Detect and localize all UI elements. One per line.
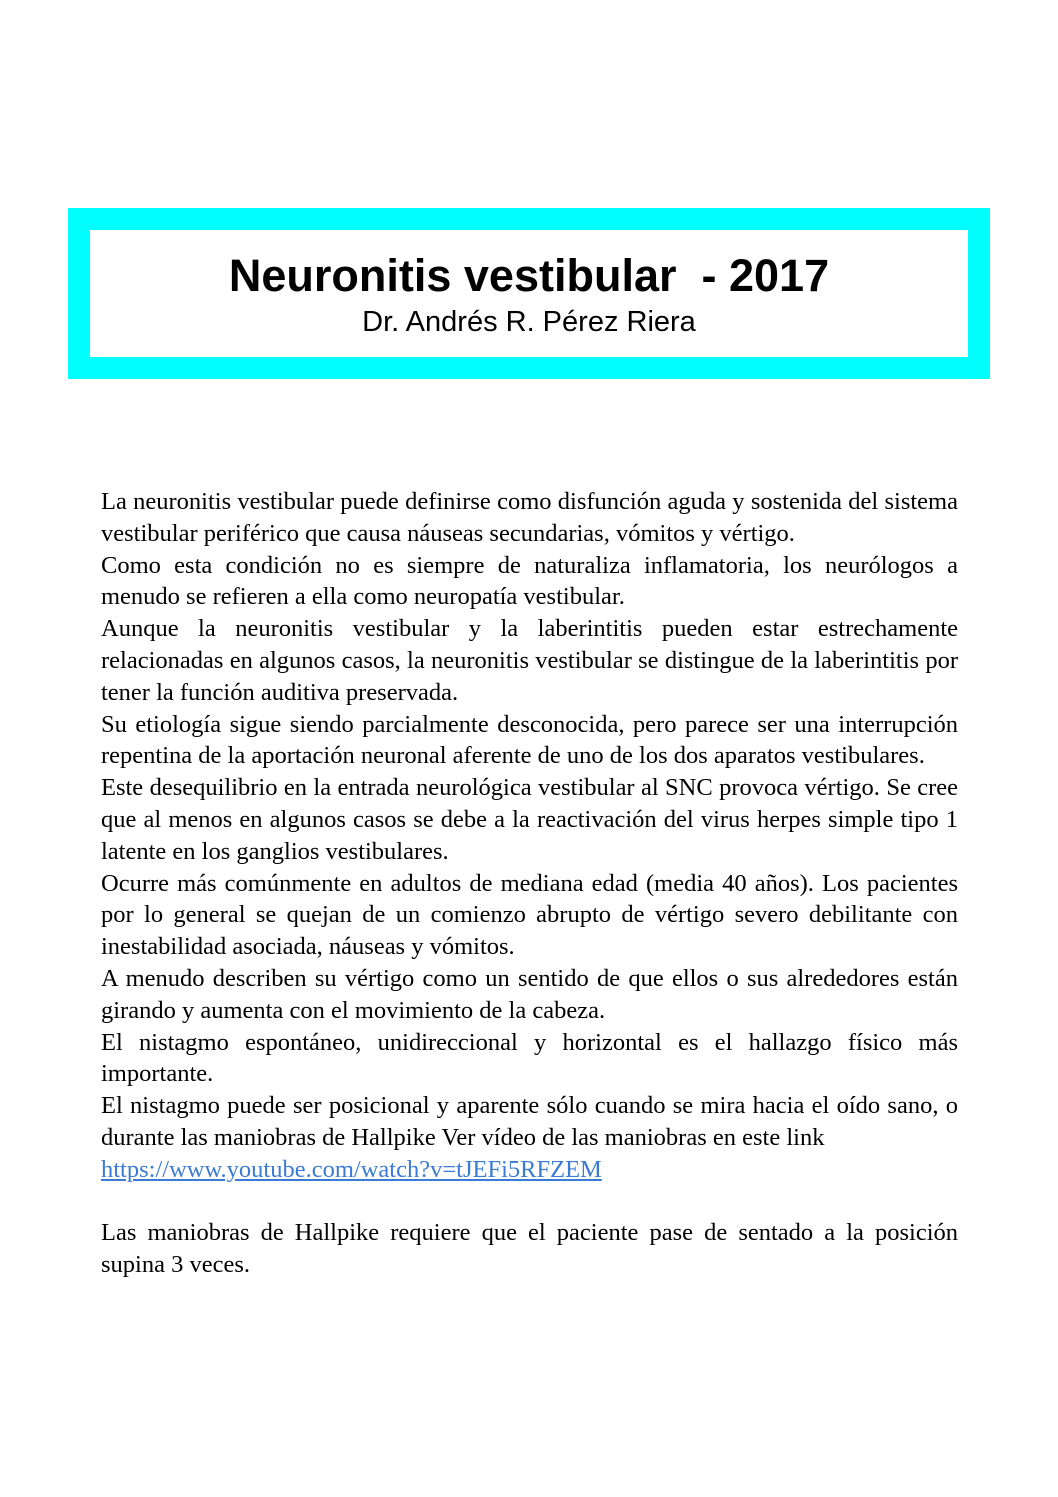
document-author: Dr. Andrés R. Pérez Riera <box>362 306 696 338</box>
video-link-line <box>101 1154 958 1186</box>
paragraph-description: A menudo describen su vértigo como un sentido de que ellos o sus alrededores están girando y aumenta con el movimiento de la cabeza. <box>101 964 958 1024</box>
title-box <box>90 230 968 357</box>
document-title: Neuronitis vestibular - 2017 <box>228 250 830 301</box>
paragraph-definition: La neuronitis vestibular puede definirse como disfunción aguda y sostenida del sistema vestibular periférico que causa náuseas secundarias, vómitos y vértigo. <box>101 488 958 547</box>
paragraph-epidemiology: Ocurre más comúnmente en adultos de mediana edad (media 40 años). Los pacientes por lo general se quejan de un comienzo abrupto de vértigo severo debilitante con inestabilidad asociada, náuseas y vómitos. <box>101 869 958 961</box>
title-frame <box>68 208 990 379</box>
paragraph-labyrinthitis: Aunque la neuronitis vestibular y la laberintitis pueden estar estrechamente relacionadas en algunos casos, la neuronitis vestibular se distingue de la laberintitis por tener la función auditiva preservada. <box>101 615 958 706</box>
paragraph-imbalance: Este desequilibrio en la entrada neurológica vestibular al SNC provoca vértigo. Se cree que al menos en algunos casos se debe a la reactivación del virus herpes simple tipo 1 latente en los ganglios vestibulares. <box>101 774 958 865</box>
paragraph-spacer <box>101 1186 958 1218</box>
document-body <box>101 486 958 1281</box>
paragraph-neuropathy: Como esta condición no es siempre de naturaliza inflamatoria, los neurólogos a menudo se refieren a ella como neuropatía vestibular. <box>101 551 958 611</box>
paragraph-nystagmus: El nistagmo espontáneo, unidireccional y horizontal es el hallazgo físico más importante. <box>101 1028 958 1088</box>
paragraph-closing: Las maniobras de Hallpike requiere que el paciente pase de sentado a la posición supina 3 veces. <box>101 1219 958 1279</box>
youtube-video-link[interactable]: https://www.youtube.com/watch?v=tJEFi5RFZEM <box>101 1155 602 1183</box>
paragraph-hallpike: El nistagmo puede ser posicional y aparente sólo cuando se mira hacia el oído sano, o durante las maniobras de Hallpike Ver vídeo de las maniobras en este link <box>101 1092 958 1151</box>
paragraph-etiology: Su etiología sigue siendo parcialmente desconocida, pero parece ser una interrupción repentina de la aportación neuronal aferente de uno de los dos aparatos vestibulares. <box>101 710 958 770</box>
